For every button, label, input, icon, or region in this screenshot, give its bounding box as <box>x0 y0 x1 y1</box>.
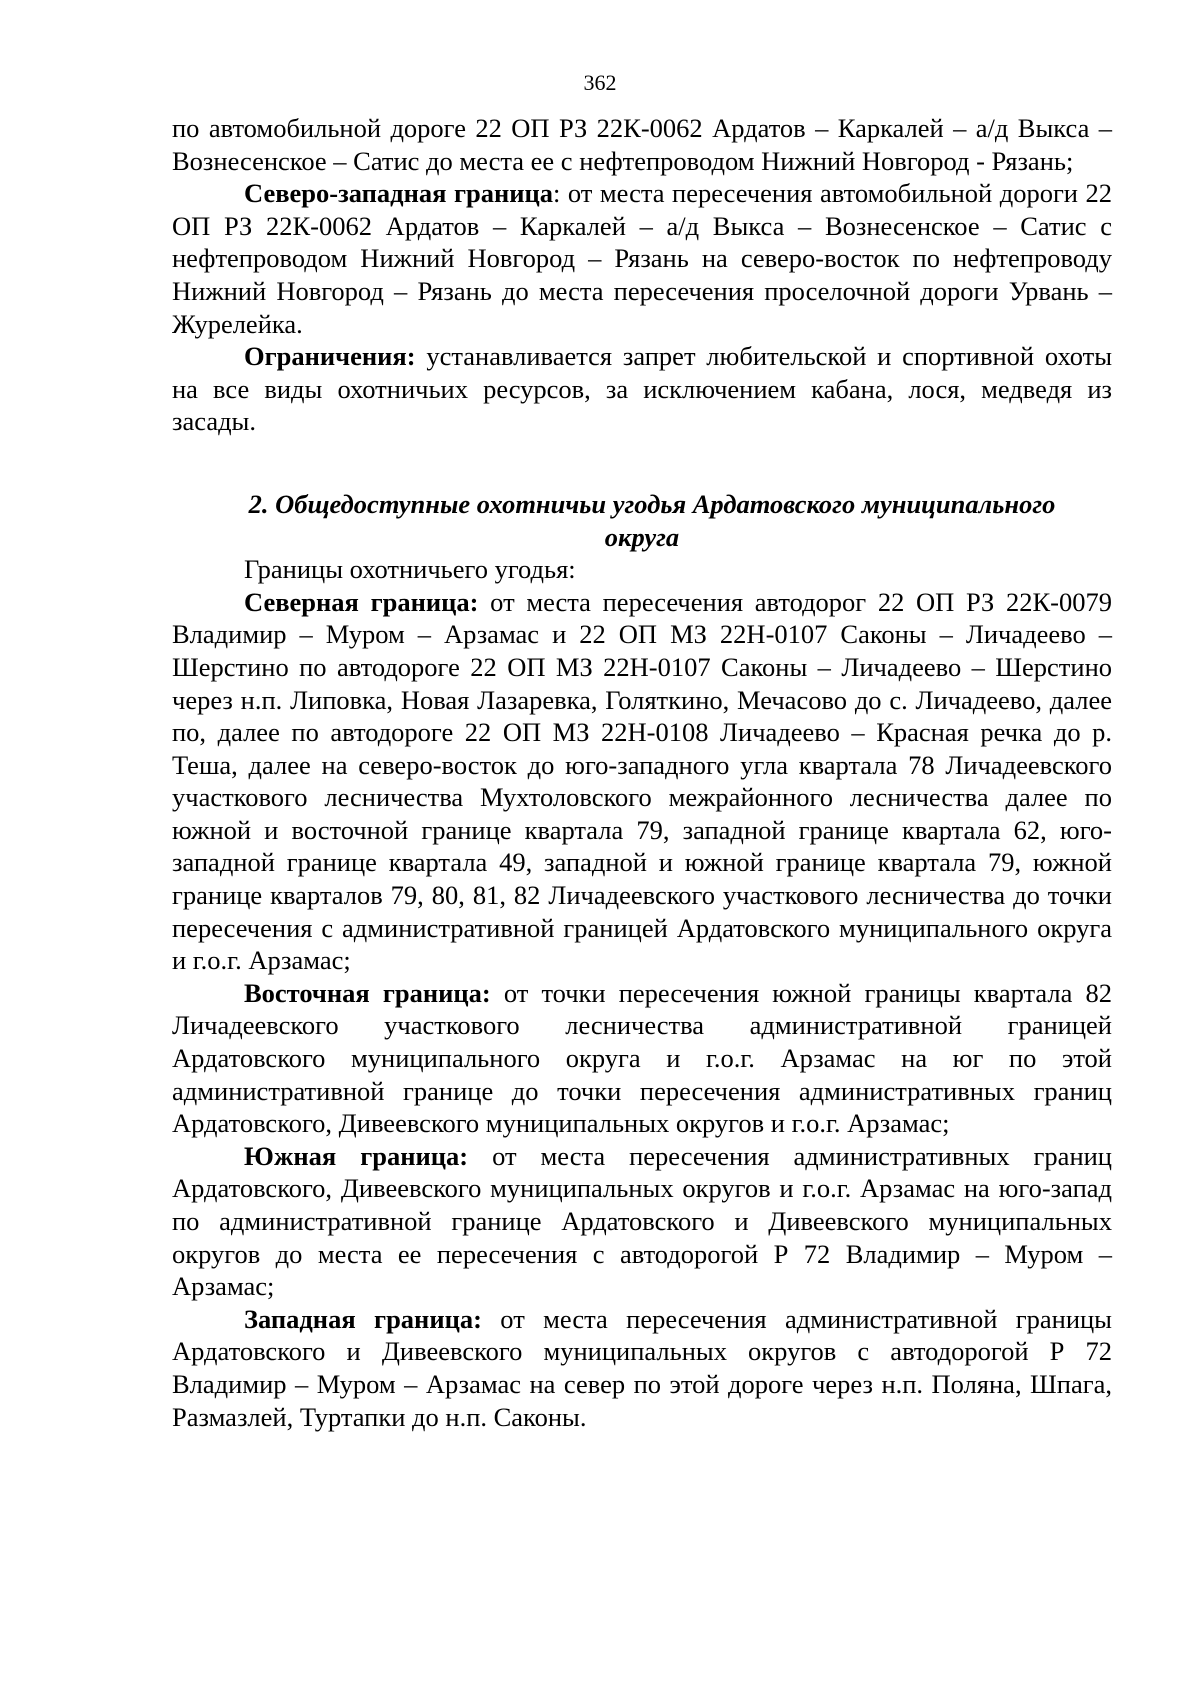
south-boundary-text: от места пересечения административных границ Ардатовского, Дивеевского муниципальных округов и г.о.г. Арзамас на юго-запад по административной границе Ардатовского и Дивеевского муниципальных округов до места ее пересечения с автодорогой Р 72 Владимир – Муром – Арзамас; <box>172 1140 1112 1302</box>
top-paragraph <box>172 112 1112 177</box>
east-boundary-paragraph <box>172 977 1112 1140</box>
east-boundary-label: Восточная граница: <box>244 977 491 1008</box>
restrictions-label: Ограничения: <box>244 341 416 372</box>
boundaries-intro <box>172 553 1112 586</box>
section-heading-line-2: округа <box>604 521 680 552</box>
section-heading-line-1: 2. Общедоступные охотничьи угодья Ардатовского муниципального <box>248 488 1056 519</box>
page-content <box>172 112 1112 1433</box>
northwest-boundary-text: : от места пересечения автомобильной дороги 22 ОП РЗ 22К-0062 Ардатов – Каркалей – а/д Выкса – Вознесенское – Сатис с нефтепроводом Нижний Новгород – Рязань на северо-восток по нефтепроводу Нижний Новгород – Рязань до места пересечения проселочной дороги Урвань – Журелейка. <box>172 178 1113 339</box>
restrictions-text: устанавливается запрет любительской и спортивной охоты на все виды охотничьих ресурсов, за исключением кабана, лося, медведя из засады. <box>172 341 1112 437</box>
restrictions-paragraph <box>172 340 1112 438</box>
section-heading <box>172 488 1112 553</box>
south-boundary-label: Южная граница: <box>244 1140 469 1171</box>
west-boundary-label: Западная граница: <box>244 1303 482 1334</box>
northwest-boundary-paragraph <box>172 177 1112 340</box>
top-paragraph-text: по автомобильной дороге 22 ОП РЗ 22К-0062 Ардатов – Каркалей – а/д Выкса – Вознесенское – Сатис до места ее с нефтепроводом Нижний Новгород - Рязань; <box>172 113 1112 176</box>
northwest-boundary-label: Северо-западная граница <box>244 178 554 209</box>
west-boundary-paragraph <box>172 1303 1112 1433</box>
north-boundary-label: Северная граница: <box>244 586 479 617</box>
north-boundary-paragraph <box>172 586 1112 977</box>
boundaries-intro-text: Границы охотничьего угодья: <box>244 554 576 585</box>
page-number: 362 <box>583 70 617 95</box>
east-boundary-text: от точки пересечения южной границы квартала 82 Личадеевского участкового лесничества административной границей Ардатовского муниципального округа и г.о.г. Арзамас на юг по этой административной границе до точки пересечения административных границ Ардатовского, Дивеевского муниципальных округов и г.о.г. Арзамас; <box>172 977 1112 1139</box>
north-boundary-text: от места пересечения автодорог 22 ОП РЗ 22К-0079 Владимир – Муром – Арзамас и 22 ОП МЗ 22Н-0107 Саконы – Личадеево – Шерстино по автодороге 22 ОП МЗ 22Н-0107 Саконы – Личадеево – Шерстино через н.п. Липовка, Новая Лазаревка, Голяткино, Мечасово до с. Личадеево, далее по, далее по автодороге 22 ОП МЗ 22Н-0108 Личадеево – Красная речка до р. Теша, далее на северо-восток до юго-западного угла квартала 78 Личадеевского участкового лесничества Мухтоловского межрайонного лесничества далее по южной и восточной границе квартала 79, западной границе квартала 62, юго-западной границе квартала 49, западной и южной границе квартала 79, южной границе кварталов 79, 80, 81, 82 Личадеевского участкового лесничества до точки пересечения с административной границей Ардатовского муниципального округа и г.о.г. Арзамас; <box>172 586 1113 976</box>
south-boundary-paragraph <box>172 1140 1112 1303</box>
west-boundary-text: от места пересечения административной границы Ардатовского и Дивеевского муниципальных округов с автодорогой Р 72 Владимир – Муром – Арзамас на север по этой дороге через н.п. Поляна, Шпага, Размазлей, Туртапки до н.п. Саконы. <box>172 1303 1112 1432</box>
